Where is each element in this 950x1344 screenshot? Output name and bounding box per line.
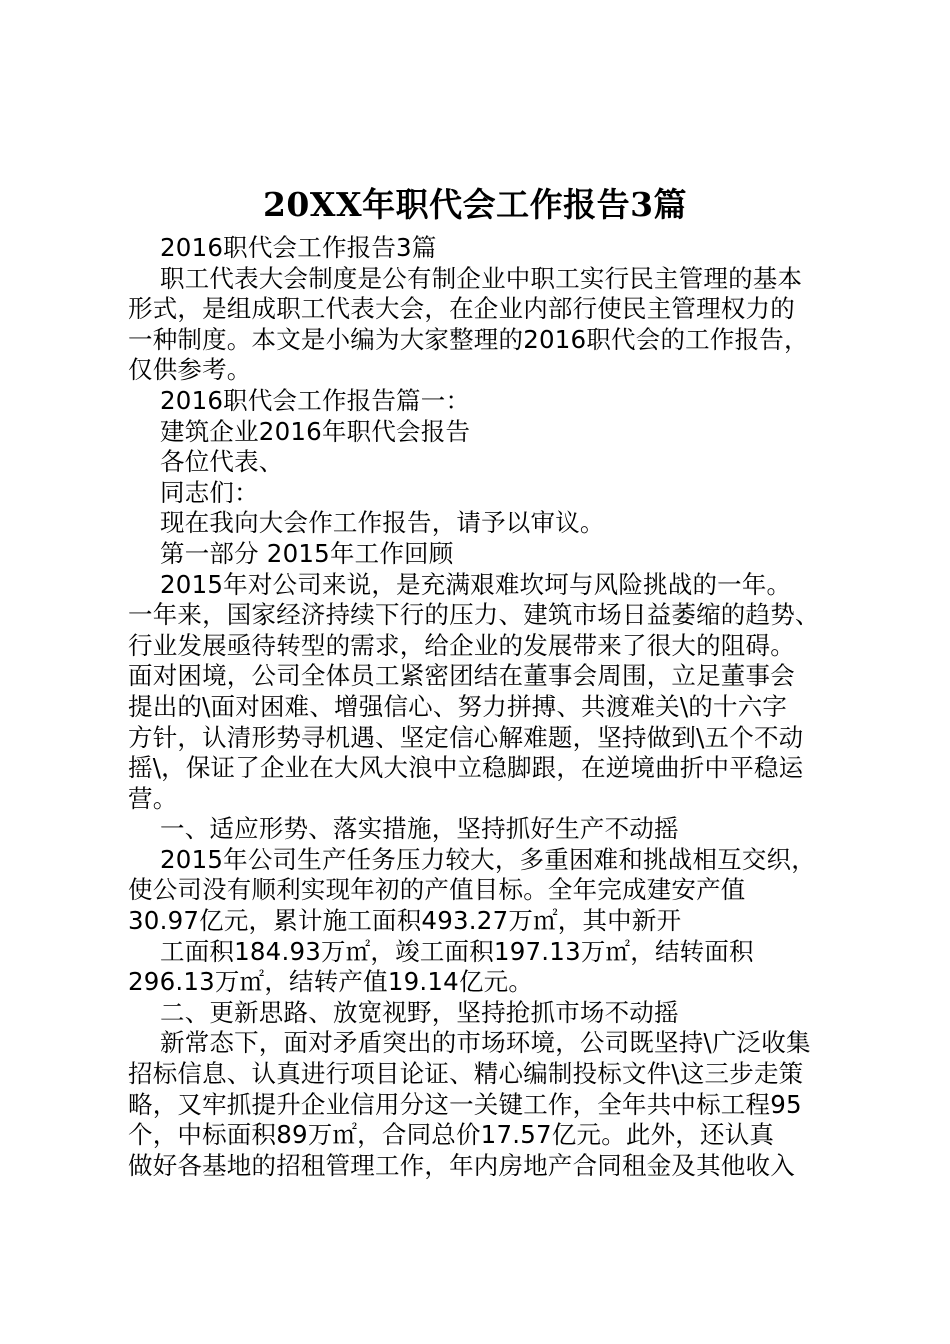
- document-line: 第一部分 2015年工作回顾: [160, 538, 454, 568]
- document-line: 各位代表、: [160, 447, 284, 477]
- document-line: 摇\，保证了企业在大风大浪中立稳脚跟，在逆境曲折中平稳运: [128, 753, 804, 783]
- document-line: 仅供参考。: [128, 355, 252, 385]
- document-line: 形式，是组成职工代表大会，在企业内部行使民主管理权力的: [128, 294, 795, 324]
- document-line: 一年来，国家经济持续下行的压力、建筑市场日益萎缩的趋势、: [128, 600, 820, 630]
- document-line: 新常态下，面对矛盾突出的市场环境，公司既坚持\广泛收集: [160, 1028, 811, 1058]
- document-line: 2015年公司生产任务压力较大，多重困难和挑战相互交织，: [160, 844, 816, 874]
- document-line: 招标信息、认真进行项目论证、精心编制投标文件\这三步走策: [128, 1059, 804, 1089]
- document-line: 做好各基地的招租管理工作，年内房地产合同租金及其他收入: [128, 1150, 795, 1180]
- document-line: 建筑企业2016年职代会报告: [160, 416, 471, 446]
- document-line: 使公司没有顺利实现年初的产值目标。全年完成建安产值: [128, 875, 746, 905]
- document-line: 同志们：: [160, 477, 259, 507]
- document-line: 方针，认清形势寻机遇、坚定信心解难题，坚持做到\五个不动: [128, 722, 804, 752]
- document-line: 个，中标面积89万㎡，合同总价17.57亿元。此外，还认真: [128, 1120, 775, 1150]
- document-line: 现在我向大会作工作报告，请予以审议。: [160, 508, 605, 538]
- document-line: 提出的\面对困难、增强信心、努力拼搏、共渡难关\的十六字: [128, 691, 788, 721]
- document-line: 2016职代会工作报告篇一：: [160, 385, 471, 415]
- document-line: 2016职代会工作报告3篇: [160, 233, 437, 262]
- document-line: 一种制度。本文是小编为大家整理的2016职代会的工作报告，: [128, 324, 809, 354]
- document-line: 296.13万㎡，结转产值19.14亿元。: [128, 967, 534, 997]
- document-line: 一、适应形势、落实措施，坚持抓好生产不动摇: [160, 814, 679, 844]
- document-line: 略，又牢抓提升企业信用分这一关键工作，全年共中标工程95: [128, 1089, 802, 1119]
- document-line: 行业发展亟待转型的需求，给企业的发展带来了很大的阻碍。: [128, 630, 795, 660]
- document-line: 面对困境，公司全体员工紧密团结在董事会周围，立足董事会: [128, 661, 795, 691]
- document-line: 30.97亿元，累计施工面积493.27万㎡，其中新开: [128, 906, 682, 936]
- document-body: [128, 233, 843, 1181]
- document-line: 营。: [128, 783, 178, 813]
- document-line: 二、更新思路、放宽视野，坚持抢抓市场不动摇: [160, 997, 679, 1027]
- document-line: 2015年对公司来说，是充满艰难坎坷与风险挑战的一年。: [160, 569, 792, 599]
- document-line: 工面积184.93万㎡，竣工面积197.13万㎡，结转面积: [160, 936, 754, 966]
- document-title: 20XX年职代会工作报告3篇: [262, 185, 688, 224]
- document-line: 职工代表大会制度是公有制企业中职工实行民主管理的基本: [160, 263, 803, 293]
